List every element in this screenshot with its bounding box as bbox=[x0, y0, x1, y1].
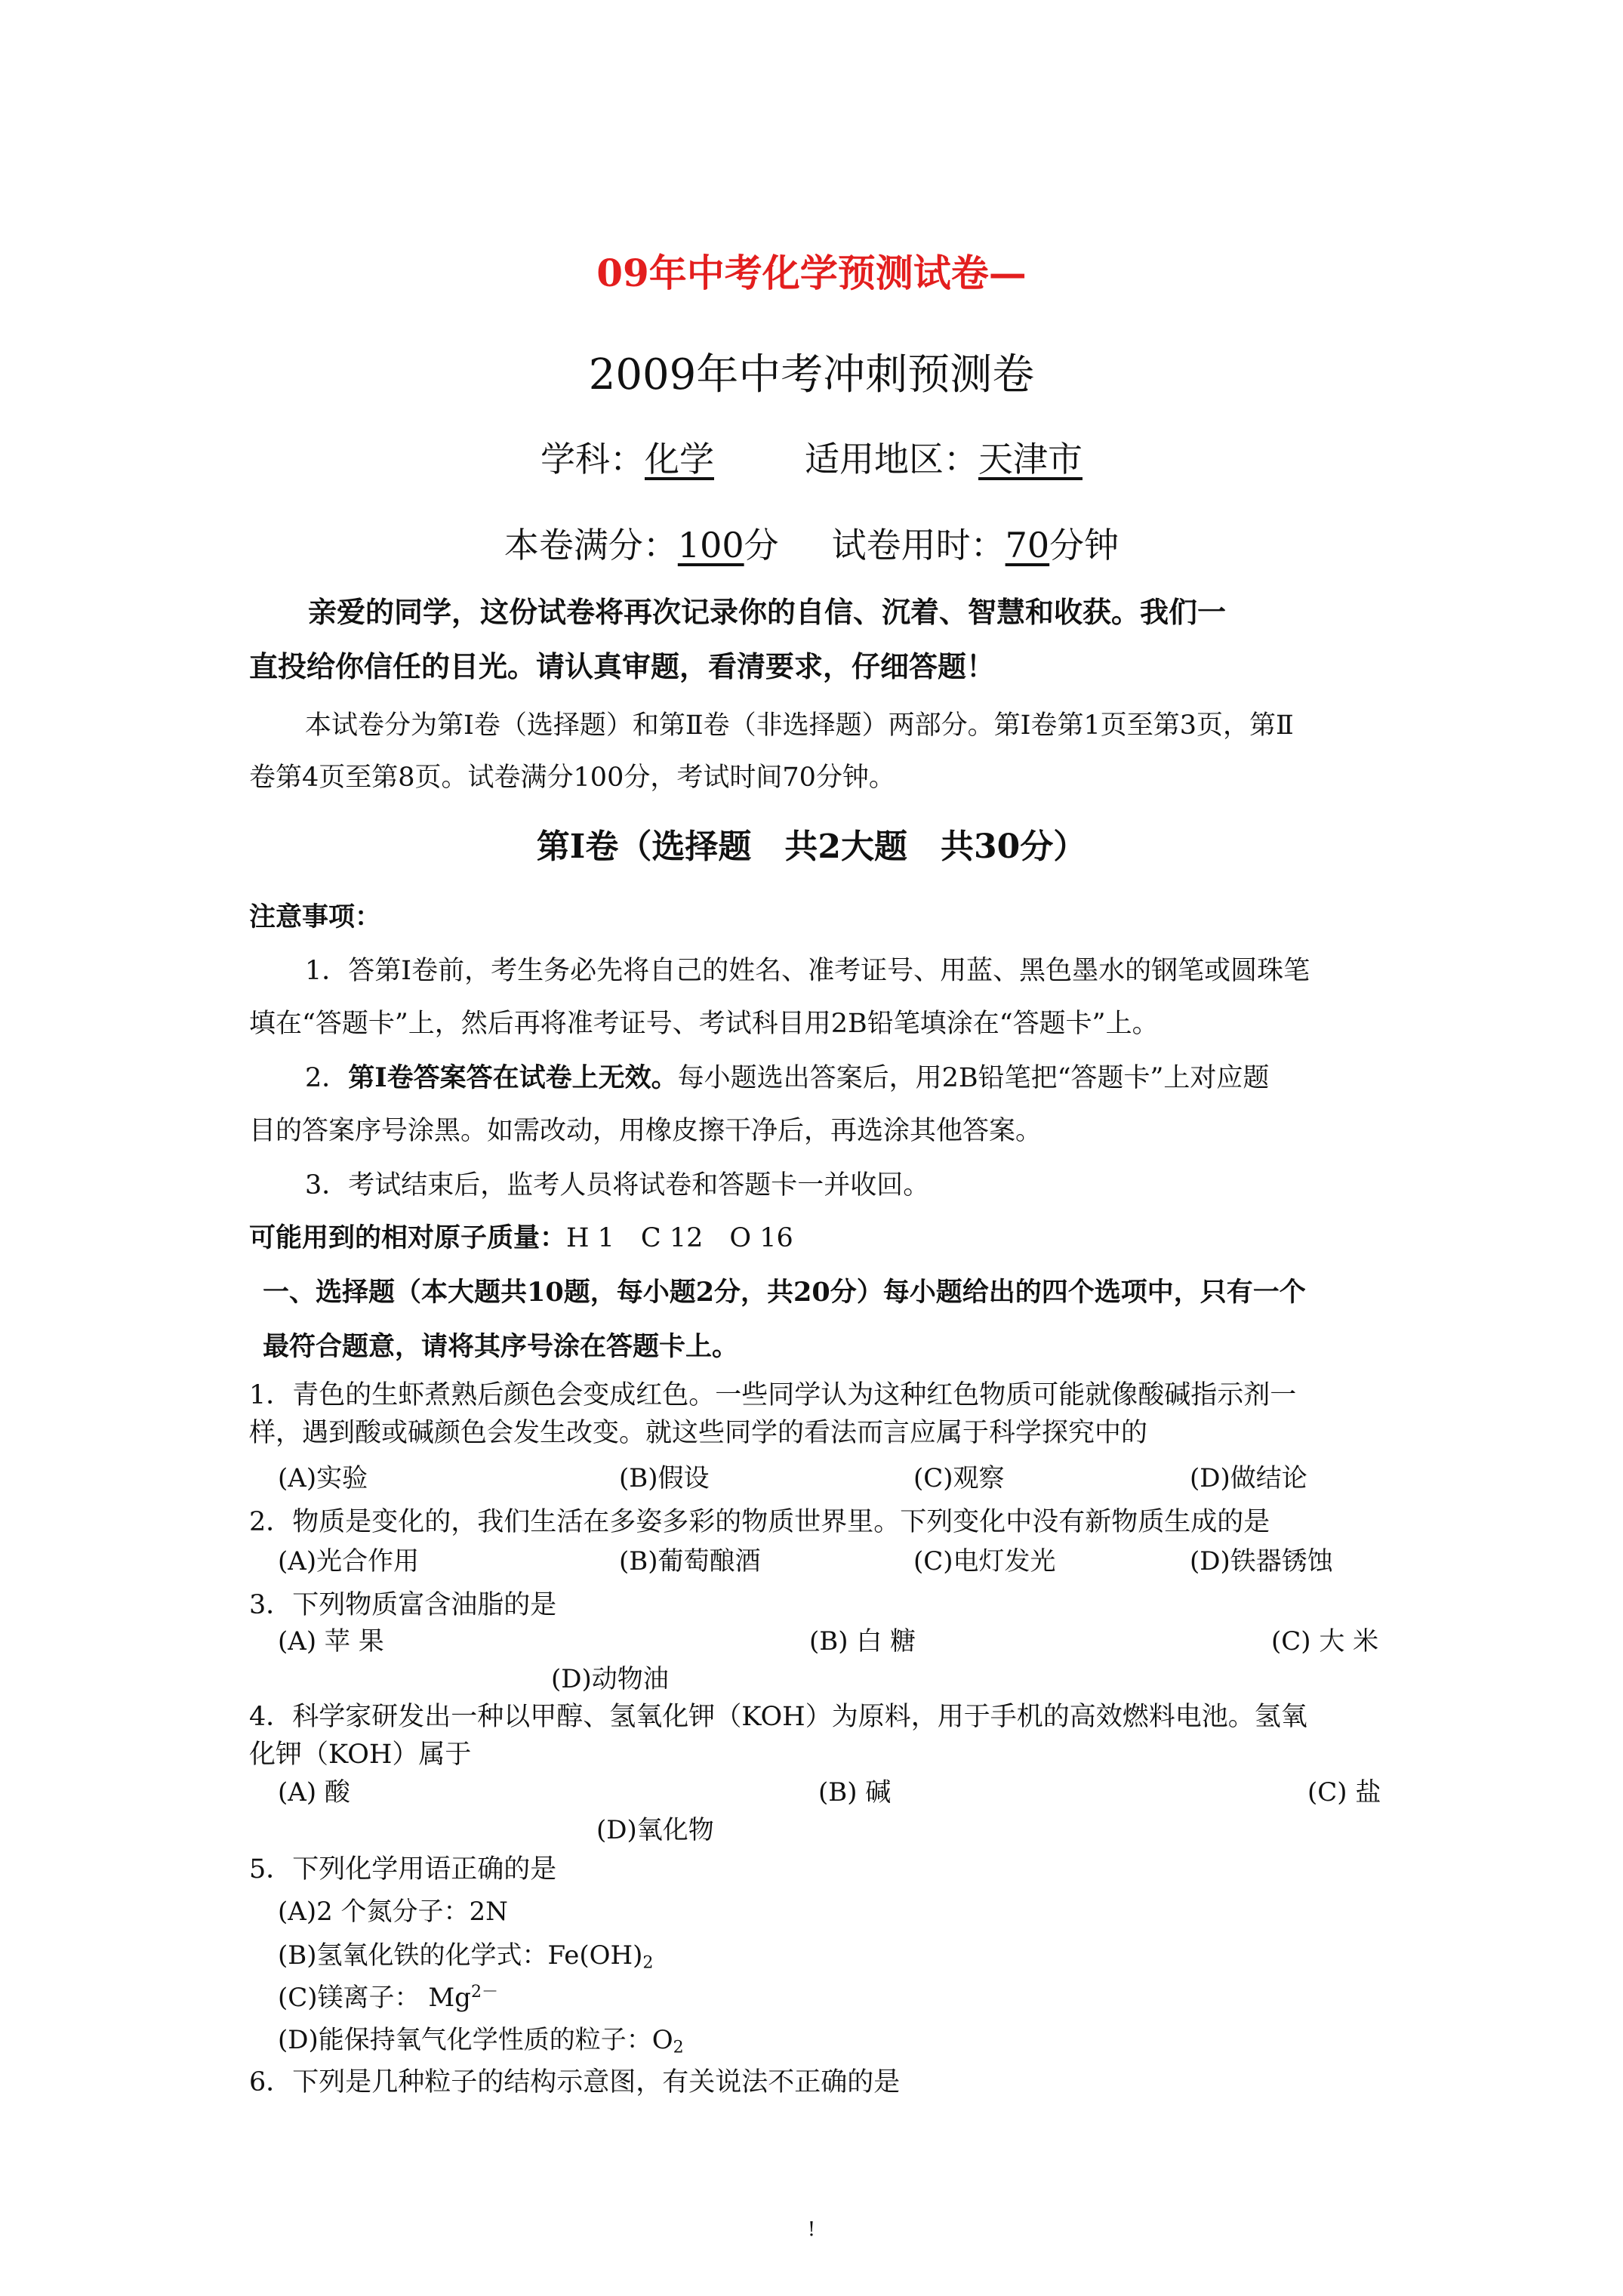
intro-bold-line-1: 亲爱的同学，这份试卷将再次记录你的自信、沉着、智慧和收获。我们一 bbox=[308, 595, 1227, 629]
subject-region-line bbox=[0, 432, 1623, 482]
q5-option-c bbox=[278, 1977, 498, 2014]
q4-option-a: (A) 酸 bbox=[278, 1777, 350, 1808]
question-4-line-1: 4．科学家研发出一种以甲醇、氢氧化钾（KOH）为原料，用于手机的高效燃料电池。氢氧 bbox=[249, 1702, 1307, 1732]
full-score-value: 100 bbox=[677, 525, 744, 566]
q5-option-d-subscript: 2 bbox=[673, 2037, 684, 2057]
q2-option-d: (D)铁器锈蚀 bbox=[1190, 1546, 1333, 1576]
note-2-rest: 每小题选出答案后，用2B铅笔把“答题卡”上对应题 bbox=[677, 1063, 1270, 1093]
q5-option-d-text: (D)能保持氧气化学性质的粒子：O bbox=[278, 2025, 673, 2055]
q5-option-d bbox=[278, 2019, 684, 2057]
part-1-line-1: 一、选择题（本大题共10题，每小题2分，共20分）每小题给出的四个选项中，只有一个 bbox=[263, 1277, 1306, 1308]
question-2: 2．物质是变化的，我们生活在多姿多彩的物质世界里。下列变化中没有新物质生成的是 bbox=[249, 1507, 1270, 1537]
time-unit: 分钟 bbox=[1049, 525, 1119, 566]
time-label: 试卷用时： bbox=[831, 525, 1006, 566]
note-1-line-2: 填在“答题卡”上，然后再将准考证号、考试科目用2B铅笔填涂在“答题卡”上。 bbox=[249, 1009, 1159, 1039]
intro-line-1: 本试卷分为第Ⅰ卷（选择题）和第Ⅱ卷（非选择题）两部分。第Ⅰ卷第1页至第3页，第Ⅱ bbox=[305, 710, 1294, 741]
q1-option-d: (D)做结论 bbox=[1190, 1463, 1307, 1493]
q3-option-a: (A) 苹 果 bbox=[278, 1626, 384, 1657]
q5-option-b bbox=[278, 1934, 653, 1973]
question-5: 5．下列化学用语正确的是 bbox=[249, 1854, 557, 1885]
q3-option-d: (D)动物油 bbox=[551, 1664, 669, 1694]
question-1-line-2: 样，遇到酸或碱颜色会发生改变。就这些同学的看法而言应属于科学探究中的 bbox=[249, 1418, 1148, 1448]
q2-option-c: (C)电灯发光 bbox=[913, 1546, 1056, 1576]
q2-option-b: (B)葡萄酿酒 bbox=[619, 1546, 761, 1576]
part-1-line-2: 最符合题意，请将其序号涂在答题卡上。 bbox=[263, 1331, 739, 1362]
q4-option-b: (B) 碱 bbox=[818, 1777, 892, 1808]
question-1-line-1: 1．青色的生虾煮熟后颜色会变成红色。一些同学认为这种红色物质可能就像酸碱指示剂一 bbox=[249, 1380, 1297, 1410]
q4-option-d: (D)氧化物 bbox=[596, 1815, 714, 1845]
time-value: 70 bbox=[1005, 525, 1050, 566]
note-2-number: 2． bbox=[305, 1063, 349, 1093]
note-2-line-1 bbox=[305, 1057, 1269, 1095]
q2-option-a: (A)光合作用 bbox=[278, 1546, 420, 1576]
score-time-line bbox=[0, 518, 1623, 568]
full-score-unit: 分 bbox=[744, 525, 779, 566]
q3-option-b: (B) 白 糖 bbox=[809, 1626, 916, 1657]
page-footer: ! bbox=[807, 2218, 816, 2241]
q5-option-b-subscript: 2 bbox=[642, 1952, 654, 1973]
atomic-mass-values: H 1 C 12 O 16 bbox=[566, 1223, 793, 1253]
note-2-line-2: 目的答案序号涂黑。如需改动，用橡皮擦干净后，再选涂其他答案。 bbox=[249, 1116, 1042, 1146]
q5-option-a: (A)2 个氮分子：2N bbox=[278, 1897, 508, 1927]
question-4-line-2: 化钾（KOH）属于 bbox=[249, 1740, 472, 1770]
note-1-line-1: 1．答第Ⅰ卷前，考生务必先将自己的姓名、准考证号、用蓝、黑色墨水的钢笔或圆珠笔 bbox=[305, 956, 1310, 986]
q5-option-b-text: (B)氢氧化铁的化学式：Fe(OH) bbox=[278, 1940, 643, 1971]
question-6: 6．下列是几种粒子的结构示意图，有关说法不正确的是 bbox=[249, 2067, 901, 2097]
note-2-bold: 第Ⅰ卷答案答在试卷上无效。 bbox=[348, 1062, 678, 1093]
intro-line-2: 卷第4页至第8页。试卷满分100分，考试时间70分钟。 bbox=[249, 763, 895, 793]
subject-value: 化学 bbox=[645, 439, 714, 479]
q3-option-c: (C) 大 米 bbox=[1271, 1626, 1379, 1657]
question-3: 3．下列物质富含油脂的是 bbox=[249, 1590, 557, 1620]
atomic-mass-line bbox=[249, 1217, 793, 1255]
notes-heading: 注意事项： bbox=[249, 901, 382, 932]
full-score-label: 本卷满分： bbox=[504, 525, 678, 566]
q4-option-c: (C) 盐 bbox=[1307, 1777, 1381, 1808]
region-value: 天津市 bbox=[978, 439, 1083, 479]
q5-option-c-superscript: 2－ bbox=[470, 1981, 499, 2002]
subject-label: 学科： bbox=[540, 439, 645, 479]
section-1-title: 第Ⅰ卷（选择题 共2大题 共30分） bbox=[536, 827, 1087, 866]
atomic-mass-label: 可能用到的相对原子质量： bbox=[249, 1222, 567, 1253]
intro-bold-line-2: 直投给你信任的目光。请认真审题，看清要求，仔细答题！ bbox=[249, 649, 996, 683]
exam-title: 2009年中考冲刺预测卷 bbox=[588, 350, 1035, 399]
q1-option-b: (B)假设 bbox=[619, 1463, 710, 1493]
note-3: 3．考试结束后，监考人员将试卷和答题卡一并收回。 bbox=[305, 1170, 930, 1200]
q1-option-c: (C)观察 bbox=[913, 1463, 1005, 1493]
region-label: 适用地区： bbox=[805, 439, 978, 479]
q5-option-c-text: (C)镁离子： Mg bbox=[278, 1983, 471, 2013]
q1-option-a: (A)实验 bbox=[278, 1463, 368, 1493]
exam-title-red: 09年中考化学预测试卷— bbox=[596, 251, 1027, 295]
